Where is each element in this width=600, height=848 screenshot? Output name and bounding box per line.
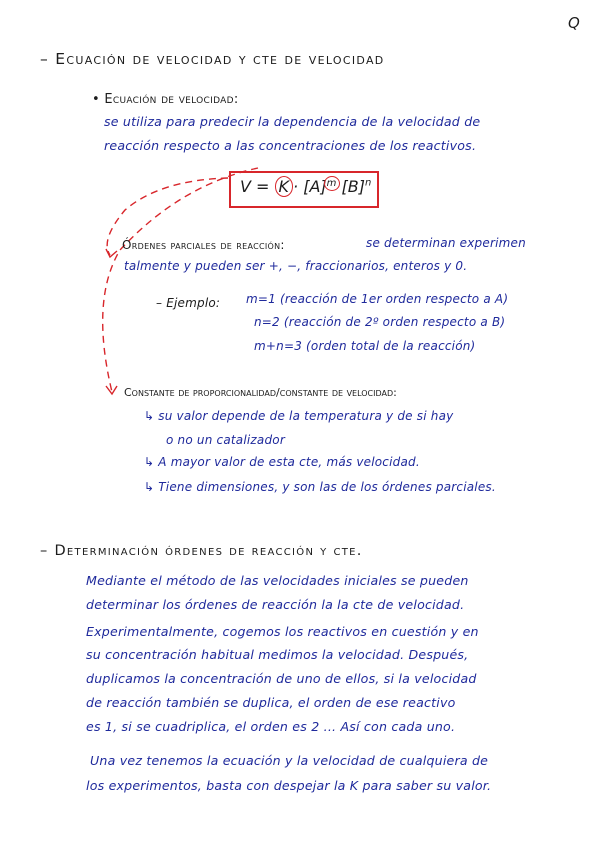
equation-k: K: [275, 176, 294, 197]
paragraph-line: de reacción también se duplica, el orden de ese reactivo: [86, 695, 456, 710]
constant-point: ↳ su valor depende de la temperatura y de si hay: [144, 409, 454, 423]
constant-point: ↳ Tiene dimensiones, y son las de los órdenes parciales.: [144, 480, 496, 494]
paragraph-line: duplicamos la concentración de uno de ellos, si la velocidad: [86, 671, 477, 686]
example-line: n=2 (reacción de 2º orden respecto a B): [254, 315, 506, 329]
equation-a: [A]: [303, 177, 327, 196]
constant-point: o no un catalizador: [166, 433, 285, 447]
paragraph-line: su concentración habitual medimos la velocidad. Después,: [86, 647, 469, 662]
example-label: – Ejemplo:: [156, 296, 221, 310]
equation-m: m: [326, 177, 337, 189]
equation-b: [B]: [341, 177, 365, 196]
sub-heading-velocity-equation: • Ecuación de velocidad:: [92, 92, 239, 107]
equation-n: n: [364, 177, 372, 189]
paragraph-line: determinar los órdenes de reacción la la cte de velocidad.: [86, 597, 465, 612]
paragraph-line: Experimentalmente, cogemos los reactivos en cuestión y en: [86, 624, 479, 639]
section-title-velocity-equation: – Ecuación de velocidad y cte de velocidad: [40, 50, 385, 68]
example-line: m=1 (reacción de 1er orden respecto a A): [246, 292, 509, 306]
orders-heading: Órdenes parciales de reacción:: [122, 238, 285, 252]
section-title-reaction-orders: – Determinación órdenes de reacción y cte.: [40, 543, 363, 559]
equation-v: V =: [240, 177, 270, 196]
equation-dot: ·: [293, 177, 299, 196]
orders-text-line: se determinan experimen: [366, 236, 526, 250]
intro-line: se utiliza para predecir la dependencia de la velocidad de: [104, 114, 481, 129]
paragraph-line: es 1, si se cuadriplica, el orden es 2 ... Así con cada uno.: [86, 719, 456, 734]
constant-heading: Constante de proporcionalidad/constante de velocidad:: [124, 386, 397, 399]
page-marker: Q: [568, 14, 581, 32]
paragraph-line: Una vez tenemos la ecuación y la velocidad de cualquiera de: [90, 753, 489, 768]
intro-line: reacción respecto a las concentraciones de los reactivos.: [104, 138, 477, 153]
example-line: m+n=3 (orden total de la reacción): [254, 339, 476, 353]
paragraph-line: los experimentos, basta con despejar la K para saber su valor.: [86, 778, 492, 793]
constant-point: ↳ A mayor valor de esta cte, más velocidad.: [144, 455, 420, 469]
orders-text-line: talmente y pueden ser +, −, fraccionarios, enteros y 0.: [124, 259, 468, 273]
paragraph-line: Mediante el método de las velocidades iniciales se pueden: [86, 573, 469, 588]
